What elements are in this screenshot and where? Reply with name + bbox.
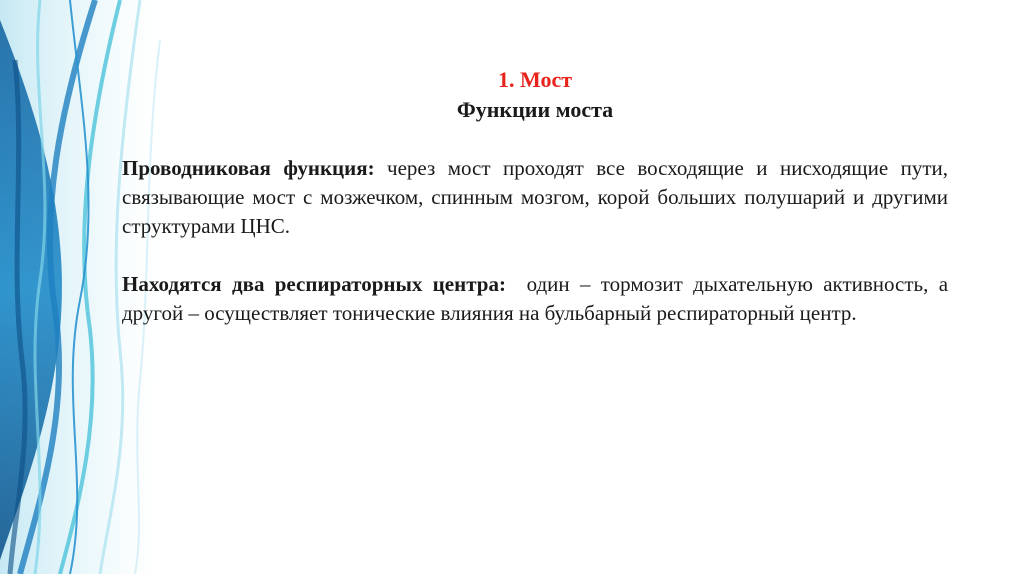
paragraph-conduction <box>122 154 948 241</box>
paragraph-lead: Находятся два респираторных центра: <box>122 272 506 296</box>
paragraph-text: через мост проходят все восходящие и нисходящие пути, связывающие мост с мозжечком, спинным мозгом, корой больших полушарий и другими структурами ЦНС. <box>122 156 948 238</box>
slide-title: 1. Мост <box>497 67 573 92</box>
paragraph-text: один – тормозит дыхательную активность, а другой – осуществляет тонические влияния на бульбарный респираторный центр. <box>122 272 949 325</box>
slide-subtitle: Функции моста <box>456 97 614 122</box>
paragraph-lead: Проводниковая функция: <box>122 156 375 180</box>
slide-content <box>122 66 948 328</box>
paragraph-respiratory <box>122 270 948 328</box>
